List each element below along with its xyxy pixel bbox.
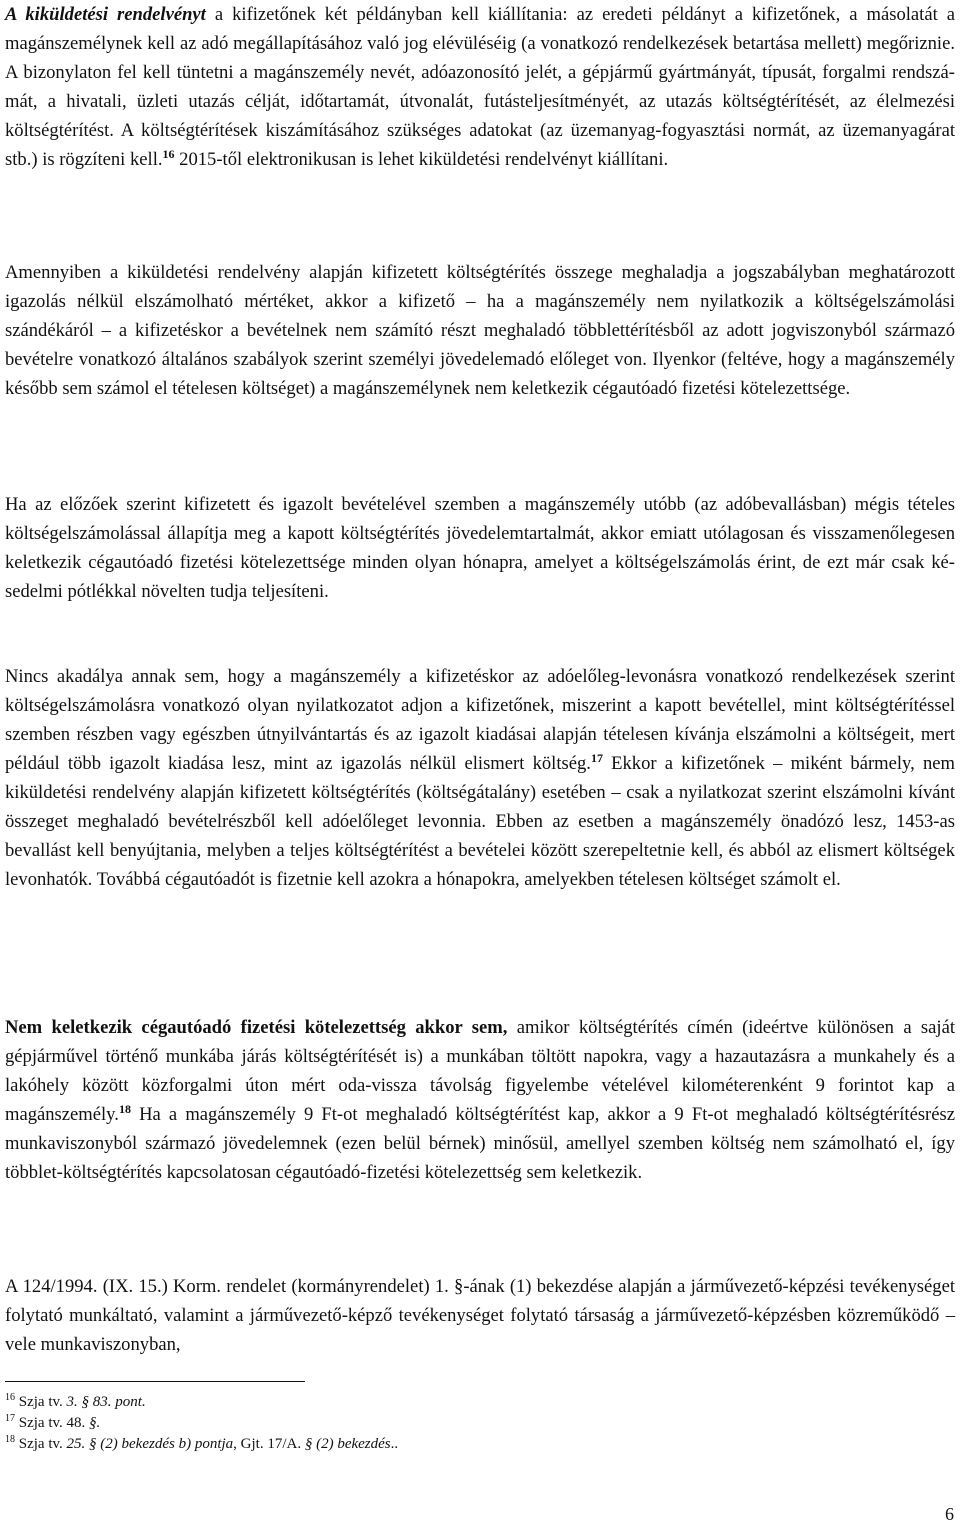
footnote-number: 16 bbox=[5, 1392, 15, 1403]
footnote-text-italic: §. bbox=[89, 1415, 101, 1431]
footnote-text-italic: § (2) bekezdés bbox=[304, 1436, 391, 1452]
paragraph-korm-rendelet bbox=[5, 1272, 955, 1359]
paragraph-text: Amennyiben a kiküldetési rendelvény alapján kifizetett költségtérítés összege meghaladja a jogszabályban meghatározott igazolás nélkül elszámolható mértéket, akkor a kifizető – ha a magánszemély nem nyilatkozik a költségelszámolási szándékáról – a kifizetéskor a bevételnek nem számító részt meghaladó többlettérítésből az adott jogviszonyból származó bevételre vonatkozó általános szabályok szerint személyi jövedelemadó előleget von. Ilyenkor (feltéve, hogy a magánszemély később sem számol el tételesen költséget) a magánszemélynek nem keletkezik cégautóadó fizetési kötelezettsége. bbox=[5, 262, 955, 399]
footnote-ref-17[interactable]: 17 bbox=[590, 750, 603, 765]
footnote-ref-16[interactable]: 16 bbox=[162, 146, 175, 161]
footnote-18 bbox=[5, 1434, 955, 1455]
footnote-number: 18 bbox=[5, 1434, 15, 1445]
footnote-17 bbox=[5, 1413, 955, 1434]
paragraph-text: Nincs akadálya annak sem, hogy a magánszemély a kifizetéskor az adóelőleg-levonásra vonatkozó rendelkezések szerint költségelszámolásra vonatkozó olyan nyilatkozatot adjon a kifizetőnek, miszerint a kapott bevétellel, mint költségtérítéssel szemben részben vagy egészben útnyilvántartás és az igazolt kiadásai alapján tételesen kívánja elszámolni a költségeit, mert például több igazolt kiadása lesz, mint az igazolás nélkül elismert költség. bbox=[5, 666, 955, 774]
footnote-16 bbox=[5, 1392, 955, 1413]
footnote-text: Szja tv. bbox=[18, 1436, 67, 1452]
paragraph-ha-az-elozoek bbox=[5, 490, 955, 606]
footnote-text: , Gjt. 17/A. bbox=[233, 1436, 305, 1452]
footnote-separator bbox=[5, 1381, 305, 1382]
footnote-text: Szja tv. bbox=[18, 1394, 67, 1410]
paragraph-text: amikor költségtérítés címén (ideértve különösen a saját gépjárművel történő munkába járás költségtérítését is) a munkában töltött napokra, vagy a hazautazásra a munkahely és a lakóhely között közforgalmi úton mért oda-vissza távolság figyelembe vételével kilométerenként 9 forintot kap a magánszemély. bbox=[5, 1017, 955, 1125]
paragraph-nem-keletkezik bbox=[5, 1013, 955, 1187]
paragraph-tail: Ha a magánszemély 9 Ft-ot meghaladó költségtérítést kap, akkor a 9 Ft-ot meghaladó költségtérítésrész munkaviszonyból származó jövedelemnek (ezen belül bérnek) minősül, amellyel szemben költség nem számolható el, így többlet-költségtérítés kapcsolatosan cégautóadó-fizetési kötelezettség sem keletkezik. bbox=[5, 1104, 955, 1183]
paragraph-lead-bold: Nem keletkezik cégautóadó fizetési kötelezettség akkor sem, bbox=[5, 1017, 508, 1038]
paragraph-lead-italic: A kiküldetési rendelvényt bbox=[5, 4, 206, 25]
paragraph-tail: Ekkor a kifizetőnek – miként bármely, nem kiküldetési rendelvény alapján kifizetett költségtérítés (költségátalány) esetében – csak a nyilatkozat szerint elszámolni kívánt összeget meghaladó bevételrészből kell adóelőleget levonnia. Ebben az esetben a magánszemély önadózó lesz, 1453-as bevallást kell benyújtania, melyben a teljes költségtérítést a bevételei között szerepeltetnie kell, és abból az elismert költségek levonhatók. Továbbá cégautóadót is fizetnie kell azokra a hónapokra, amelyekben tételesen költséget számolt el. bbox=[5, 753, 955, 890]
paragraph-rendelveny bbox=[5, 0, 955, 174]
paragraph-text: A 124/1994. (IX. 15.) Korm. rendelet (kormányrendelet) 1. §-ának (1) bekezdése alapján a járművezető-képzési tevékenységet folytató munkáltató, valamint a járművezető-képző tevékenységet folytató társaság a járművezető-képzésben közreműködő – vele munkaviszonyban, bbox=[5, 1276, 955, 1355]
footnote-text-italic: 25. § (2) bekezdés b) pontja bbox=[66, 1436, 234, 1452]
footnote-text-end: .. bbox=[390, 1436, 399, 1452]
footnote-text: Szja tv. 48. bbox=[18, 1415, 90, 1431]
footnotes bbox=[5, 1392, 955, 1455]
paragraph-text: Ha az előzőek szerint kifizetett és igazolt bevételével szemben a magánszemély utóbb (az adóbevallásban) mégis tételes költségelszámolással állapítja meg a kapott költségtérítés jövedelemtartalmát, akkor emiatt utólagosan és visszamenőlegesen keletkezik cégautóadó fizetési kötelezettsége minden olyan hónapra, amelyet a költségelszámolás érint, de ezt már csak késedelmi pótlékkal növelten tudja teljesíteni. bbox=[5, 494, 955, 602]
footnote-ref-18[interactable]: 18 bbox=[118, 1101, 131, 1116]
footnote-text-italic: 3. § 83. pont. bbox=[66, 1394, 146, 1410]
footnote-number: 17 bbox=[5, 1413, 15, 1424]
paragraph-text: a kifizetőnek két példányban kell kiállítania: az eredeti példányt a kifizetőnek, a másolatát a magánszemélynek kell az adó megállapításához való jog elévüléséig (a vonatkozó rendelkezések betartása mellett) megőriznie. A bizonylaton fel kell tüntetni a magánszemély nevét, adóazonosító jelét, a gépjármű gyártmányát, típusát, forgalmi rendszámát, a hivatali, üzleti utazás célját, időtartamát, útvonalát, futásteljesítményét, az utazás költségtérítését, az élelmezési költségtérítést. A költségtérítések kiszámításához szükséges adatokat (az üzemanyag-fogyasztási normát, az üzemanyagárat stb.) is rögzíteni kell. bbox=[5, 4, 956, 170]
paragraph-amennyiben bbox=[5, 258, 955, 403]
paragraph-nincs-akadalya bbox=[5, 662, 955, 894]
page-number: 6 bbox=[945, 1504, 954, 1524]
paragraph-tail: 2015-től elektronikusan is lehet kiküldetési rendelvényt kiállítani. bbox=[174, 149, 669, 170]
